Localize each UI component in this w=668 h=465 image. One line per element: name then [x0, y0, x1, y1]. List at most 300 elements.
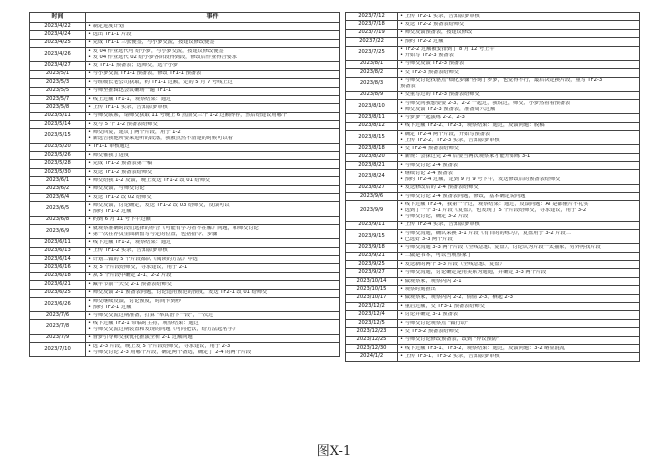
event-line: • 上传 TF2-2、TF2-3 实录，告知影萝审核 [400, 137, 500, 143]
event-line: • 发送新的两个 3-3 片段（全线思想、复盘） [400, 261, 505, 267]
event-line: • 从 5 个片段中确定 2-1、2-2 片段 [88, 273, 172, 279]
timeline-body-right [346, 13, 640, 362]
row-events [398, 344, 640, 352]
row-date: 2023/7/8 [30, 320, 86, 334]
row-date: 2023/9/18 [346, 244, 398, 252]
row-date: 2023/8/24 [346, 170, 398, 184]
row-date: 2023/6/16 [30, 264, 86, 272]
event-line: • 师交催我了进度 [88, 152, 130, 158]
event-line: • 重启过额，交 TF3-1 预备表给师交 [400, 303, 485, 309]
table-row [346, 29, 640, 37]
row-events [86, 224, 340, 238]
row-date: 2023/5/8 [30, 104, 86, 112]
event-line: • 师交反馈，讨论确定，发送 TF1-2 改 03 给师交，反馈可以 [88, 203, 230, 209]
table-row [346, 100, 640, 114]
row-date: 2023/5/7 [30, 95, 86, 103]
event-line: • 线下过额 TF2-1 带临时主持，观察结果：通过 [88, 321, 199, 327]
row-date: 2023/7/6 [30, 312, 86, 320]
event-line: • 交 TF3-2 预备表给师交 [400, 328, 459, 334]
event-line: • 与师交讨论观察点 "做行动" [400, 320, 469, 326]
row-date: 2023/6/21 [30, 281, 86, 289]
row-events [86, 202, 340, 216]
row-events [398, 336, 640, 344]
table-row [30, 70, 340, 78]
row-date: 2023/8/27 [346, 184, 398, 192]
row-events [86, 87, 340, 95]
event-line: • 上传 TF3-1、TF3-2 实录，告知影萝审核 [400, 354, 500, 360]
table-row [30, 297, 340, 311]
row-events [86, 95, 340, 103]
row-events [398, 303, 640, 311]
row-date: 2023/10/14 [346, 277, 398, 285]
row-events [398, 145, 640, 153]
table-row [346, 244, 640, 252]
row-events [86, 39, 340, 47]
row-date: 2023/5/26 [30, 152, 86, 160]
row-date: 2023/12/5 [346, 319, 398, 327]
row-date: 2023/10/17 [346, 294, 398, 302]
row-date: 2023/5/3 [30, 79, 86, 87]
table-row [30, 320, 340, 334]
table-header [30, 13, 340, 23]
event-line: • 做观察家，观察闪闪 2-2、倩倩 2-3、栖起 2-3 [400, 295, 513, 301]
row-date: 2023/8/3 [346, 77, 398, 91]
row-date: 2023/9/15 [346, 230, 398, 244]
table-row [346, 277, 640, 285]
row-events [86, 297, 340, 311]
event-line: • 师交回复，建议了两个片段，用于 1-2 [88, 130, 181, 136]
row-date: 2023/7/9 [30, 334, 86, 342]
event-line: • TF2-2 过额被安排到了 8 月 12 号上午 [400, 47, 495, 53]
event-line: • 与师交交流过期准备，打算 "举其治下一段"，一次过 [88, 312, 214, 318]
table-row [30, 121, 340, 129]
row-date: 2023/8/9 [346, 91, 398, 99]
table-row [30, 312, 340, 320]
row-events [86, 343, 340, 357]
event-line: • 与师交讨论修改预备表，改到 "异议预防" [400, 337, 500, 343]
row-date: 2023/6/11 [30, 239, 86, 247]
table-row [30, 112, 340, 120]
event-line: • 发 04 作业选代 02 给小萝各阶段得到段，修改后作业得合要求 [88, 54, 238, 60]
table-row [30, 264, 340, 272]
table-row [30, 104, 340, 112]
row-date: 2023/5/14 [30, 121, 86, 129]
event-line: • 二做是书本，可以当观察家了 [400, 253, 473, 259]
event-line: • 预约 TF1-2 过额 [88, 209, 132, 214]
row-events [398, 46, 640, 60]
row-date: 2023/7/10 [30, 343, 86, 357]
event-line: • 继续讨论 2-4 预备表 [400, 171, 453, 177]
table-row [346, 153, 640, 161]
event-line: • 发与 5 个 1-2 预备表给师交 [88, 121, 158, 127]
table-row [346, 60, 640, 68]
row-events [86, 177, 340, 185]
table-row [346, 162, 640, 170]
row-date: 2023/8/1 [346, 60, 398, 68]
row-date: 2023/9/9 [346, 201, 398, 221]
row-date: 2023/7/19 [346, 29, 398, 37]
table-row [346, 114, 640, 122]
event-line: • 制定进度计划 [88, 23, 124, 29]
row-date: 2023/8/10 [346, 100, 398, 114]
row-events [398, 294, 640, 302]
table-row [30, 143, 340, 151]
event-line: • 线下过额 TF3-1、TF3-2，观察结果：通过，反馈问题：3-2 略显混乱 [400, 345, 566, 351]
table-row [30, 194, 340, 202]
row-date: 2023/6/25 [30, 289, 86, 297]
table-row [30, 95, 340, 103]
row-date: 2023/7/25 [346, 46, 398, 60]
row-events [398, 277, 640, 285]
event-line: • 发 TF1-1 预备表；选师交，选个小萝 [88, 63, 179, 69]
table-row [346, 221, 640, 229]
row-date: 2023/9/6 [346, 193, 398, 201]
row-date: 2023/12/25 [346, 336, 398, 344]
row-date: 2023/5/1 [30, 70, 86, 78]
table-row [346, 261, 640, 269]
row-events [86, 104, 340, 112]
event-line: • 督萝引导师交我优托推演全析 2-1 过额问题 [88, 335, 193, 341]
table-row [346, 353, 640, 361]
row-events [86, 239, 340, 247]
event-line: 预备表 [400, 84, 416, 90]
event-line: • 藏竿节前一天交 2-1 预备表给师交 [88, 281, 172, 287]
row-date: 2023/8/21 [346, 162, 398, 170]
table-row [30, 48, 340, 62]
row-date: 2023/4/26 [30, 48, 86, 62]
table-row [30, 152, 340, 160]
event-line: • 上传 TF1-1 实录，告知影萝审核 [88, 105, 168, 111]
row-events [398, 77, 640, 91]
event-line: • 已选好 3-3 两个片段 [400, 236, 453, 242]
row-date: 2023/4/27 [30, 62, 86, 70]
event-line: • 与师至推辑迅会议确场一遍 TF1-1 [88, 88, 172, 94]
row-date: 2023/6/13 [30, 247, 86, 255]
event-line: • 预约 TF2-2 过额 [400, 38, 444, 44]
table-row [346, 286, 640, 294]
row-date: 2023/4/22 [30, 23, 86, 31]
row-events [86, 152, 340, 160]
event-line: • 与小萝交流 TF1-1 预备表，修改 TF1-1 预备表 [88, 71, 202, 77]
row-events [398, 21, 640, 29]
row-date: 2023/8/11 [346, 114, 398, 122]
row-date: 2023/6/26 [30, 297, 86, 311]
table-row [346, 184, 640, 192]
row-events [86, 121, 340, 129]
row-events [398, 353, 640, 361]
event-line: • 线下过额 TF2-2、TF2-3，观察结果：通过，反馈问题：脱稿 [400, 123, 545, 129]
row-date: 2023/5/15 [30, 129, 86, 143]
table-row [30, 87, 340, 95]
row-events [86, 216, 340, 224]
table-row [30, 255, 340, 263]
timeline-table-right [345, 12, 640, 362]
row-events [86, 31, 340, 39]
table-row [346, 319, 640, 327]
event-line: • 约到 6 月 11 号下午过额 [88, 217, 151, 223]
row-events [86, 112, 340, 120]
event-line: • 与师交讨论 2-4 预备表 [400, 162, 458, 168]
row-date: 2024/1/2 [346, 353, 398, 361]
event-line: • 上传 TF1-2 实录，告知影萝审核 [88, 248, 168, 254]
event-line: • 确定 TF2-4 两个片段，开始写预备表 [400, 131, 491, 137]
row-date: 2023/9/27 [346, 269, 398, 277]
row-date: 2023/4/25 [30, 39, 86, 47]
row-date: 2023/7/12 [346, 13, 398, 21]
row-events [86, 48, 340, 62]
event-line: • 新规：会探过完 2-4 后要当两次观察家才能开始练 3-1 [400, 154, 531, 160]
row-events [398, 69, 640, 77]
row-date: 2023/8/12 [346, 122, 398, 130]
row-date: 2023/10/15 [346, 286, 398, 294]
event-line: • 线下过额 TF1-2，观察结果：通过 [88, 239, 172, 245]
row-date: 2023/5/30 [30, 168, 86, 176]
event-line: • TF1-1 审核通过 [88, 144, 130, 150]
event-line: • 与师交讨论找驱点"细化步骤"咨询了罗萝，也觉得不行，最后决定换片段，重写 TF2-3 [400, 78, 603, 84]
row-events [398, 60, 640, 68]
row-events [398, 311, 640, 319]
row-events [86, 289, 340, 297]
event-line: • 与师交联系，请师交获取 11 号晚上 6 点前交三个 1-2 过额得荐，然后给建议用哪个 [88, 113, 287, 119]
row-events [398, 153, 640, 161]
row-events [86, 255, 340, 263]
row-events [398, 328, 640, 336]
table-row [30, 247, 340, 255]
table-row [346, 170, 640, 184]
row-date: 2023/4/24 [30, 31, 86, 39]
table-row [30, 334, 340, 342]
table-row [30, 272, 340, 280]
event-line: • 发 04 作业选代可 给小萝，与小萝交流，按建议修改便签 [88, 48, 224, 54]
table-row [346, 311, 640, 319]
table-row [30, 31, 340, 39]
event-line: • 师交反馈预备表，按建议修改 [400, 30, 473, 36]
event-line: • 发送修改后的 2-4 预备表给师交 [400, 185, 479, 191]
event-line: • 观察时刻推出 [400, 286, 436, 292]
event-line: • 与师交沟通，确认采换 3-1 片段《有目的的练习》，复盘用于 3-2 片段二 [400, 230, 571, 236]
row-date: 2023/12/23 [346, 328, 398, 336]
row-events [86, 320, 340, 334]
table-row [30, 239, 340, 247]
event-line: • 讨论并确定 3-1 预备表 [400, 312, 458, 318]
event-line: • 师交反馈，与师交讨论 [88, 186, 145, 192]
event-line: • 做观察家，观察闪闪 2-1 [400, 278, 462, 284]
event-line: • 师交反馈 2-1 预备表问题，讨论适用预范的预度，发送 TF2-1 改 01 给师交 [88, 290, 268, 296]
table-row [346, 13, 640, 21]
table-row [346, 230, 640, 244]
row-events [398, 162, 640, 170]
row-events [398, 29, 640, 37]
table-row [30, 289, 340, 297]
table-row [346, 21, 640, 29]
event-line: • 预约 TF2-4 过额，定到 9 月 9 号下午，发送修改后的预备表给师交 [400, 177, 561, 183]
table-row [346, 336, 640, 344]
event-line: • 师交反馈 TF2-3 预备表，准备周六过额 [400, 106, 496, 112]
table-row [30, 160, 340, 168]
row-events [398, 131, 640, 145]
row-events [86, 194, 340, 202]
row-events [86, 62, 340, 70]
table-row [346, 46, 640, 60]
table-row [30, 129, 340, 143]
row-events [86, 160, 340, 168]
row-date: 2023/7/18 [346, 21, 398, 29]
table-row [346, 201, 640, 221]
row-events [86, 129, 340, 143]
table-row [30, 343, 340, 357]
row-events [86, 247, 340, 255]
table-row [346, 252, 640, 260]
row-events [86, 281, 340, 289]
event-line: • 与师交讨论 2-3 用哪个片段，确定两个备选，确定了 2-4 的两个片段 [88, 349, 252, 355]
event-line: • 与师交沟通 3-3 两个片段（全线思想、复盘），讨论认为片段一太抽象，另外再找片段 [400, 244, 601, 250]
event-line: • 开始写 TF2-3 预备表 [400, 53, 454, 59]
table-row [346, 145, 640, 153]
row-date: 2023/8/20 [346, 153, 398, 161]
row-events [398, 252, 640, 260]
row-events [86, 312, 340, 320]
event-column-header: 事件 [86, 13, 340, 23]
row-events [398, 319, 640, 327]
row-date: 2023/8/18 [346, 145, 398, 153]
row-events [398, 13, 640, 21]
row-events [398, 122, 640, 130]
event-line: • 计划二做的 5 个片段都队《阅读的方法》中选 [88, 256, 198, 262]
row-events [86, 168, 340, 176]
event-line: • 与师交问我想要要 2-3、2-2 一起过，我说过，师交、小萝然看看预备表 [400, 100, 571, 106]
event-line: • 与师交讨论，确定 3-2 片段 [400, 214, 469, 220]
event-line: • 发送 TF1-2 预备表给师交 [88, 169, 153, 175]
table-row [30, 185, 340, 193]
row-date: 2023/6/14 [30, 255, 86, 263]
table-row [346, 91, 640, 99]
row-date: 2023/6/4 [30, 194, 86, 202]
event-line: • 新选告我他所要来进听的段落，我被点然不清楚的时候可以看 [88, 136, 233, 142]
row-events [398, 184, 640, 192]
table-row [346, 328, 640, 336]
event-line: • 与师交沟通，讨论确定是用美系为通通，并确定 3-3 两个片段 [400, 270, 547, 276]
row-date: 2023/5/20 [30, 143, 86, 151]
row-events [398, 261, 640, 269]
table-row [346, 269, 640, 277]
row-events [398, 38, 640, 46]
row-events [86, 272, 340, 280]
row-events [398, 221, 640, 229]
event-line: • 预约 TF2-1 过额 [88, 304, 132, 310]
row-events [398, 91, 640, 99]
event-line: • 师交给我 1-2 反馈，晚上发送 TF1-2 改 01 给师交 [88, 177, 211, 183]
table-row [30, 224, 340, 238]
event-line: • 与师交交流过期装置和发现的问题《可同把饮，给方法起名字》 [88, 327, 238, 333]
row-date: 2023/12/4 [346, 311, 398, 319]
table-row [30, 23, 340, 31]
row-events [86, 185, 340, 193]
table-row [346, 303, 640, 311]
table-row [346, 122, 640, 130]
table-row [30, 202, 340, 216]
event-line: • 交 TF2-4 预备表给师交 [400, 145, 459, 151]
table-row [346, 69, 640, 77]
row-events [398, 286, 640, 294]
table-row [30, 62, 340, 70]
row-events [398, 100, 640, 114]
table-row [346, 77, 640, 91]
table-row [346, 294, 640, 302]
event-line: • 师交继续反馈，讨论预度，时间卡到秒 [88, 298, 181, 304]
event-line: • 第一次在荐页里面新留写与定的位置，包括指令、步骤 [88, 231, 218, 237]
table-row [30, 281, 340, 289]
event-line: • 线上过额 TF1-1，观察结果：通过 [88, 96, 172, 102]
timeline-body-left [30, 23, 340, 357]
row-date: 2023/6/5 [30, 202, 86, 216]
row-date: 2023/5/5 [30, 87, 86, 95]
row-events [86, 23, 340, 31]
row-events [398, 230, 640, 244]
row-date: 2023/6/1 [30, 177, 86, 185]
row-date: 2023/6/2 [30, 185, 86, 193]
table-row [30, 177, 340, 185]
figure-caption: 图X-1 [316, 444, 352, 459]
row-events [86, 79, 340, 87]
event-line: • 交重写过的 TF2-3 预备表给师交 [400, 92, 480, 98]
event-line: • 发送 TF1-2 改 02 给师交 [88, 194, 152, 200]
row-date: 2023/9/25 [346, 261, 398, 269]
timeline-table-left [29, 12, 340, 357]
event-line: • 就观察准确时段们选择的荐合《可能有学习者不在解》问题，和师交讨论 [88, 225, 259, 231]
row-date: 2023/9/21 [346, 252, 398, 260]
event-line: • 上传 TF2-1 实录，告知影萝审核 [400, 13, 480, 19]
table-row [346, 38, 640, 46]
row-events [86, 143, 340, 151]
row-events [86, 334, 340, 342]
event-line: • 选出 TF1-1 片段 [88, 32, 132, 38]
table-row [346, 344, 640, 352]
row-events [398, 201, 640, 221]
row-events [398, 170, 640, 184]
event-line: • 线下过额 TF2-4，我第一个过，观察结果：通过，反馈问题：AI 是都懂片不礼实 [400, 202, 589, 208]
row-date: 2023/9/11 [346, 221, 398, 229]
event-line: • 发 5 个片段给师交，寻求建议，用于 2-1 [88, 265, 188, 271]
date-column-header: 时间 [30, 13, 86, 23]
event-line: • 完成 TF1-1 三张便签，与小萝交流，按建议修改便签 [88, 40, 215, 46]
event-line: • 选 2-3 片段，晚上发 5 个片段给师交，寻求建议，用于 2-3 [88, 343, 231, 349]
event-line: • 与萝萝一起演练 2-2、2-3 [400, 115, 465, 120]
row-date: 2023/12/30 [346, 344, 398, 352]
event-line: • 上传 TF2-4 实录，告知影萝审核 [400, 222, 480, 228]
row-events [86, 70, 340, 78]
row-events [86, 264, 340, 272]
row-date: 20237/22 [346, 38, 398, 46]
row-date: 2023/8/2 [346, 69, 398, 77]
row-date: 2023/8/15 [346, 131, 398, 145]
row-date: 2023/6/18 [30, 272, 86, 280]
table-row [346, 193, 640, 201]
event-line: • 选到了一个 3-1 片段《复盘》，也发现了 5 个片段给师交，寻求建议，用于 3-2 [400, 208, 587, 214]
table-row [30, 168, 340, 176]
table-row [30, 216, 340, 224]
event-line: • 发送 TF2-2 预备表给师交 [400, 22, 465, 28]
table-row [30, 79, 340, 87]
event-line: • 与师交反馈 TF2-3 预备表 [400, 61, 465, 67]
row-events [398, 269, 640, 277]
event-line: • 完成 TF1-2 预备表第一稿 [88, 161, 153, 167]
event-line: • 交 TF2-3 预备表给师交 [400, 69, 459, 75]
row-date: 2023/5/11 [30, 112, 86, 120]
row-events [398, 114, 640, 122]
row-date: 2023/12/2 [346, 303, 398, 311]
row-events [398, 244, 640, 252]
event-line: • 与师交讨论 2-4 预备表问题，修改，基本确定说问题 [400, 193, 526, 199]
